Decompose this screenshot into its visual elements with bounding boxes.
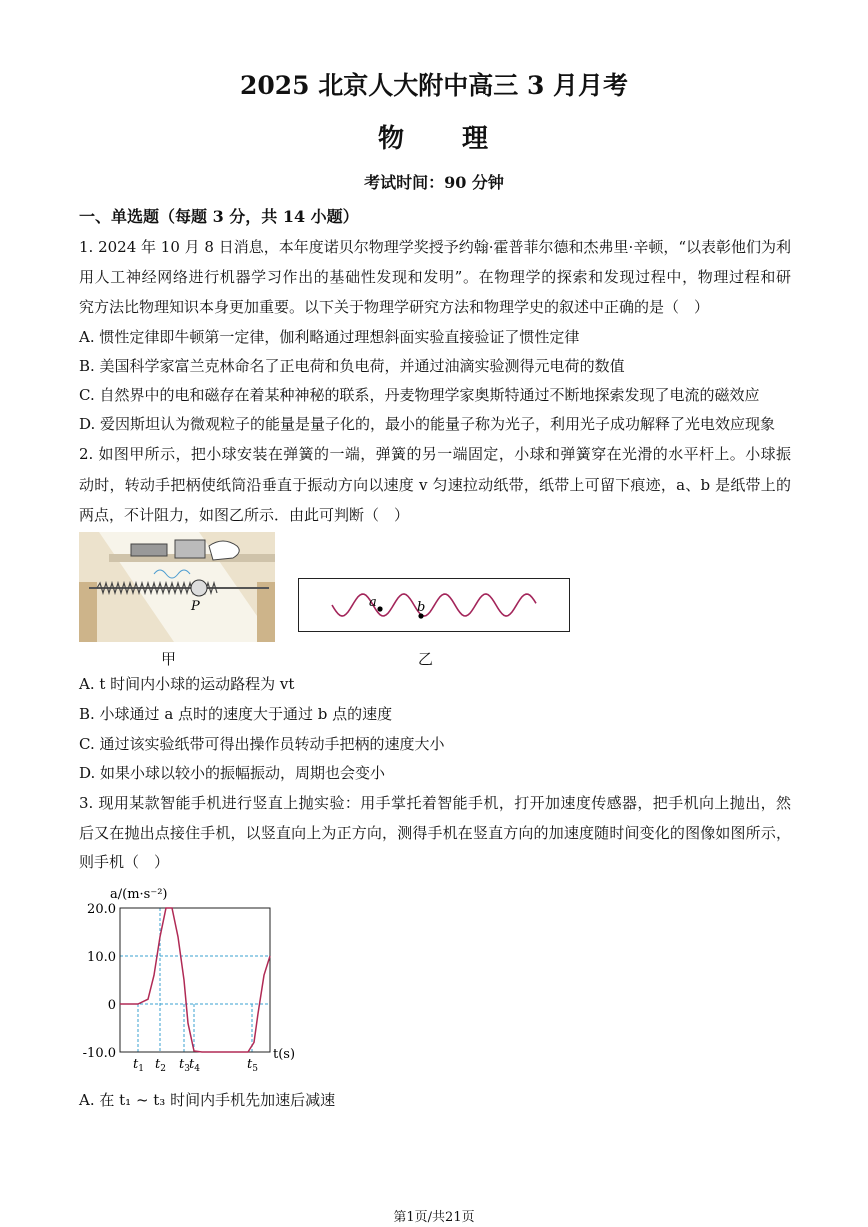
q2-stem-line3: 两点，不计阻力，如图乙所示．由此可判断（ ）	[79, 506, 410, 524]
q1-option-c: C. 自然界中的电和磁存在着某种神秘的联系，丹麦物理学家奥斯特通过不断地探索发现了电流的磁效应	[79, 386, 760, 404]
figure-yi-caption: 乙	[418, 650, 434, 668]
section-heading: 一、单选题（每题 3 分，共 14 小题）	[79, 207, 359, 226]
q2-option-a: A. t 时间内小球的运动路程为 vt	[79, 675, 295, 693]
label-b: b	[417, 600, 426, 615]
q1-option-a: A. 惯性定律即牛顿第一定律，伽利略通过理想斜面实验直接验证了惯性定律	[79, 328, 580, 346]
q2-stem-line2: 动时，转动手把柄使纸筒沿垂直于振动方向以速度 v 匀速拉动纸带，纸带上可留下痕迹，a、b 是纸带上的	[79, 476, 791, 494]
q1-stem-line2: 用人工神经网络进行机器学习作出的基础性发现和发明”。在物理学的探索和发现过程中，物理过程和研	[79, 268, 791, 286]
subject-title: 物 理	[377, 124, 490, 154]
x-tick-label: $t_1$	[133, 1057, 144, 1074]
point-a	[377, 606, 382, 611]
label-a: a	[369, 595, 377, 610]
q3-stem-line1: 3. 现用某款智能手机进行竖直上抛实验：用手掌托着智能手机，打开加速度传感器，把手机向上抛出，然	[79, 794, 791, 812]
ball	[191, 580, 207, 596]
page-footer: 第1页/共21页	[393, 1210, 475, 1225]
q2-option-d: D. 如果小球以较小的振幅振动，周期也会变小	[79, 764, 386, 782]
x-axis-label: t(s)	[273, 1047, 296, 1062]
left-support	[79, 582, 97, 642]
hand-crank	[175, 540, 205, 558]
page-title: 2025 北京人大附中高三 3 月月考	[239, 71, 629, 100]
label-p: P	[191, 599, 200, 614]
x-tick-label: $t_3$	[179, 1057, 190, 1074]
q1-option-b: B. 美国科学家富兰克林命名了正电荷和负电荷，并通过油滴实验测得元电荷的数值	[79, 357, 625, 375]
paper-drum	[131, 544, 167, 556]
y-tick-label: -10.0	[82, 1046, 116, 1061]
figure-jia-apparatus	[79, 532, 275, 642]
x-tick-label: $t_4$	[189, 1057, 200, 1074]
chart-guides	[120, 908, 270, 1052]
x-tick-label: $t_5$	[247, 1057, 258, 1074]
series-line	[120, 908, 270, 1052]
figure-yi-tape	[298, 578, 570, 632]
chart-frame	[120, 908, 270, 1052]
q2-option-c: C. 通过该实验纸带可得出操作员转动手把柄的速度大小	[79, 735, 445, 753]
right-support	[257, 582, 275, 642]
y-tick-label: 10.0	[87, 950, 116, 965]
exam-time: 考试时间：90 分钟	[364, 173, 504, 192]
q1-option-d: D. 爱因斯坦认为微观粒子的能量是量子化的，最小的能量子称为光子，利用光子成功解释了光电效应现象	[79, 415, 776, 433]
y-axis-label: a/(m·s⁻²)	[110, 887, 168, 902]
x-tick-label: $t_2$	[155, 1057, 166, 1074]
q2-option-b: B. 小球通过 a 点时的速度大于通过 b 点的速度	[79, 705, 393, 723]
q1-stem-line1: 1. 2024 年 10 月 8 日消息，本年度诺贝尔物理学奖授予约翰·霍普菲尔德和杰弗里·辛顿，“以表彰他们为利	[79, 238, 791, 256]
q3-stem-line2: 后又在抛出点接住手机，以竖直向上为正方向，测得手机在竖直方向的加速度随时间变化的图像如图所示，	[79, 824, 791, 842]
q3-option-a: A. 在 t₁ ~ t₃ 时间内手机先加速后减速	[79, 1091, 336, 1109]
acceleration-time-chart	[74, 880, 306, 1080]
y-tick-label: 0	[107, 998, 116, 1013]
q3-stem-line3: 则手机（ ）	[79, 853, 170, 871]
q2-stem-line1: 2. 如图甲所示，把小球安装在弹簧的一端，弹簧的另一端固定，小球和弹簧穿在光滑的水平杆上。小球振	[79, 445, 791, 463]
y-tick-label: 20.0	[87, 902, 116, 917]
q1-stem-line3: 究方法比物理知识本身更加重要。以下关于物理学研究方法和物理学史的叙述中正确的是（ ）	[79, 298, 710, 316]
figure-jia-caption: 甲	[161, 650, 177, 668]
